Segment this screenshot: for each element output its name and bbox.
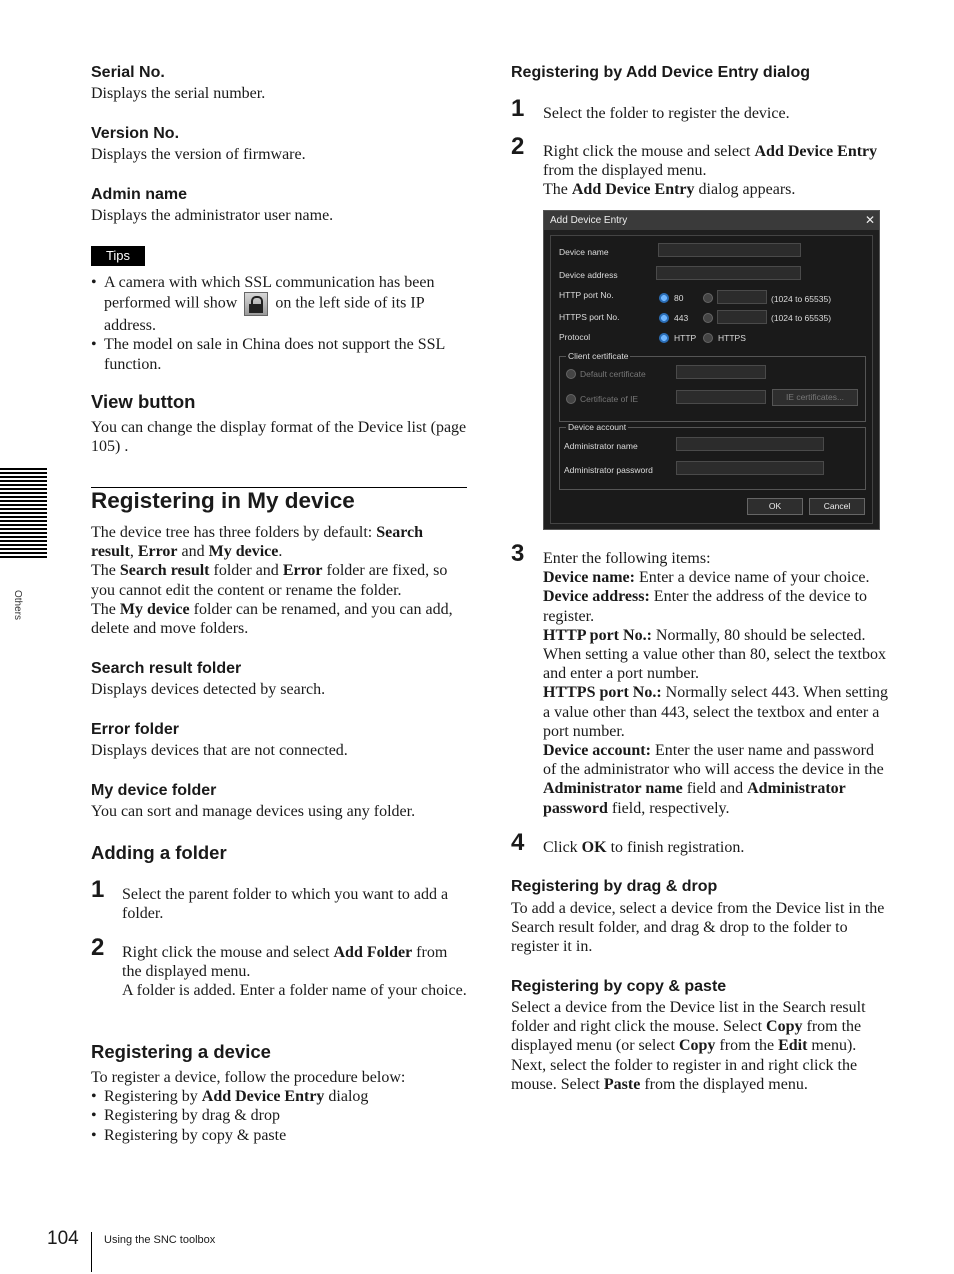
footer-section: Using the SNC toolbox — [104, 1234, 216, 1246]
right-step-2-number: 2 — [511, 133, 525, 160]
add-device-entry-dialog — [543, 210, 880, 530]
administrator-password-label: Administrator password — [564, 465, 653, 475]
tips-bullet-china: • The model on sale in China does not support the SSL function. — [91, 335, 467, 373]
device-address-field[interactable] — [656, 266, 801, 280]
https-port-field[interactable] — [717, 310, 767, 324]
section-tab-marker — [0, 468, 47, 560]
list-item: • Registering by copy & paste — [91, 1126, 467, 1145]
https-port-label: HTTPS port No. — [559, 312, 620, 322]
error-folder-text: Displays devices that are not connected. — [91, 742, 348, 759]
list-item: • Registering by Add Device Entry dialog — [91, 1087, 467, 1106]
administrator-name-field[interactable] — [676, 437, 824, 451]
ok-button[interactable]: OK — [747, 498, 803, 515]
device-name-label: Device name — [559, 247, 609, 257]
right-step-3-number: 3 — [511, 540, 525, 567]
section-tab-label: Others — [12, 590, 23, 621]
right-step-1-number: 1 — [511, 95, 525, 122]
http-port-label: HTTP port No. — [559, 290, 614, 300]
https-port-default-value: 443 — [674, 313, 689, 323]
protocol-label: Protocol — [559, 332, 591, 342]
adding-folder-heading: Adding a folder — [91, 842, 227, 863]
registering-intro — [91, 523, 467, 638]
device-account-group — [559, 422, 866, 490]
view-button-heading: View button — [91, 391, 196, 412]
drag-drop-text: To add a device, select a device from the Device list in the Search result folder, and drag & drop to the folder to register it in. — [511, 900, 885, 956]
administrator-name-label: Administrator name — [564, 441, 638, 451]
http-port-default-radio[interactable] — [659, 293, 669, 303]
default-certificate-radio[interactable] — [566, 369, 576, 379]
adding-step-1-number: 1 — [91, 876, 105, 903]
cancel-button[interactable]: Cancel — [809, 498, 865, 515]
https-port-default-radio[interactable] — [659, 313, 669, 323]
protocol-https-radio[interactable] — [703, 333, 713, 343]
registering-p2: The Search result folder and Error folder are fixed, so you cannot edit the content or rename the folder. — [91, 562, 448, 599]
device-account-label: Device account — [568, 422, 627, 432]
right-step-4-text: Click OK to finish registration. — [543, 839, 745, 856]
serial-heading: Serial No. — [91, 64, 165, 81]
error-folder-heading: Error folder — [91, 721, 180, 738]
version-heading: Version No. — [91, 125, 180, 142]
search-folder-heading: Search result folder — [91, 660, 242, 677]
certificate-ie-label: Certificate of IE — [580, 394, 639, 404]
http-port-range: (1024 to 65535) — [771, 294, 832, 304]
right-step-3-text: Enter the following items: Device name: Enter a device name of your choice. Device address: Enter the address of the device to register. HTTP port No.: Normally, 80 should be selected. When setting a value other than 80, select the textbox and enter a port number. HTTPS port No.: Normally select 443. When setting a value other than 443, select the textbox and enter a port number. Device account: Enter the user name and password of the administrator who will access the device in the Administrator name field and Administrator password field, respectively. — [543, 550, 888, 817]
search-folder-text: Displays devices detected by search. — [91, 681, 326, 698]
list-item: • Registering by drag & drop — [91, 1106, 467, 1125]
http-port-default-value: 80 — [674, 293, 684, 303]
add-entry-heading: Registering by Add Device Entry dialog — [511, 64, 811, 81]
default-certificate-label: Default certificate — [580, 369, 646, 379]
tips-bullet-ssl — [91, 273, 467, 335]
dialog-title: Add Device Entry — [544, 211, 879, 230]
tips-bullet-ssl-text2: on the left side of its IP address. — [104, 294, 425, 335]
lock-icon — [244, 292, 268, 316]
device-address-label: Device address — [559, 270, 618, 280]
protocol-http-label: HTTP — [674, 333, 697, 343]
footer-divider — [91, 1232, 92, 1272]
tips-bullet-ssl-text1: A camera with which SSL communication has been performed will show — [104, 274, 435, 312]
client-certificate-group — [559, 351, 866, 422]
drag-drop-heading: Registering by drag & drop — [511, 878, 718, 895]
view-button-text: You can change the display format of the Device list (page 105) . — [91, 419, 467, 456]
tips-badge: Tips — [91, 246, 145, 266]
http-port-field[interactable] — [717, 290, 767, 304]
default-certificate-field[interactable] — [676, 365, 766, 379]
registering-p3: The My device folder can be renamed, and you can add, delete and move folders. — [91, 600, 453, 638]
right-step-2-text: Right click the mouse and select Add Device Entry from the displayed menu. The Add Device Entry dialog appears. — [543, 143, 878, 199]
administrator-password-field[interactable] — [676, 461, 824, 475]
adding-step-2-text: Right click the mouse and select Add Folder from the displayed menu. A folder is added. Enter a folder name of your choice. — [122, 944, 467, 1000]
version-text: Displays the version of firmware. — [91, 146, 306, 163]
registering-p1: The device tree has three folders by default: Search result, Error and My device. — [91, 524, 424, 561]
http-port-custom-radio[interactable] — [703, 293, 713, 303]
admin-text: Displays the administrator user name. — [91, 207, 334, 224]
adding-step-1-text: Select the parent folder to which you want to add a folder. — [122, 886, 449, 923]
admin-heading: Admin name — [91, 186, 188, 203]
certificate-ie-field[interactable] — [676, 390, 766, 404]
page-number: 104 — [47, 1228, 79, 1249]
registering-device-intro: To register a device, follow the procedure below: — [91, 1069, 406, 1086]
right-step-4-number: 4 — [511, 829, 525, 856]
registering-device-list — [91, 1068, 467, 1145]
registering-heading: Registering in My device — [91, 488, 355, 513]
device-name-field[interactable] — [658, 243, 801, 257]
protocol-http-radio[interactable] — [659, 333, 669, 343]
registering-device-heading: Registering a device — [91, 1041, 271, 1062]
certificate-ie-radio[interactable] — [566, 394, 576, 404]
https-port-custom-radio[interactable] — [703, 313, 713, 323]
https-port-range: (1024 to 65535) — [771, 313, 832, 323]
dialog-body — [550, 235, 873, 524]
tips-list — [91, 273, 467, 374]
right-step-1-text: Select the folder to register the device. — [543, 105, 790, 122]
mydevice-folder-heading: My device folder — [91, 782, 217, 799]
copy-paste-text: Select a device from the Device list in the Search result folder and right click the mouse. Select Copy from the displayed menu (or select Copy from the Edit menu). Next, select the folder to register in and right click the mouse. Select Paste from the displayed menu. — [511, 999, 866, 1093]
client-certificate-label: Client certificate — [568, 351, 629, 361]
mydevice-folder-text: You can sort and manage devices using any folder. — [91, 803, 416, 820]
protocol-https-label: HTTPS — [718, 333, 746, 343]
ie-certificates-button[interactable]: IE certificates... — [772, 389, 858, 406]
adding-step-2-number: 2 — [91, 934, 105, 961]
copy-paste-heading: Registering by copy & paste — [511, 978, 727, 995]
serial-text: Displays the serial number. — [91, 85, 266, 102]
close-icon[interactable]: ✕ — [864, 213, 875, 227]
